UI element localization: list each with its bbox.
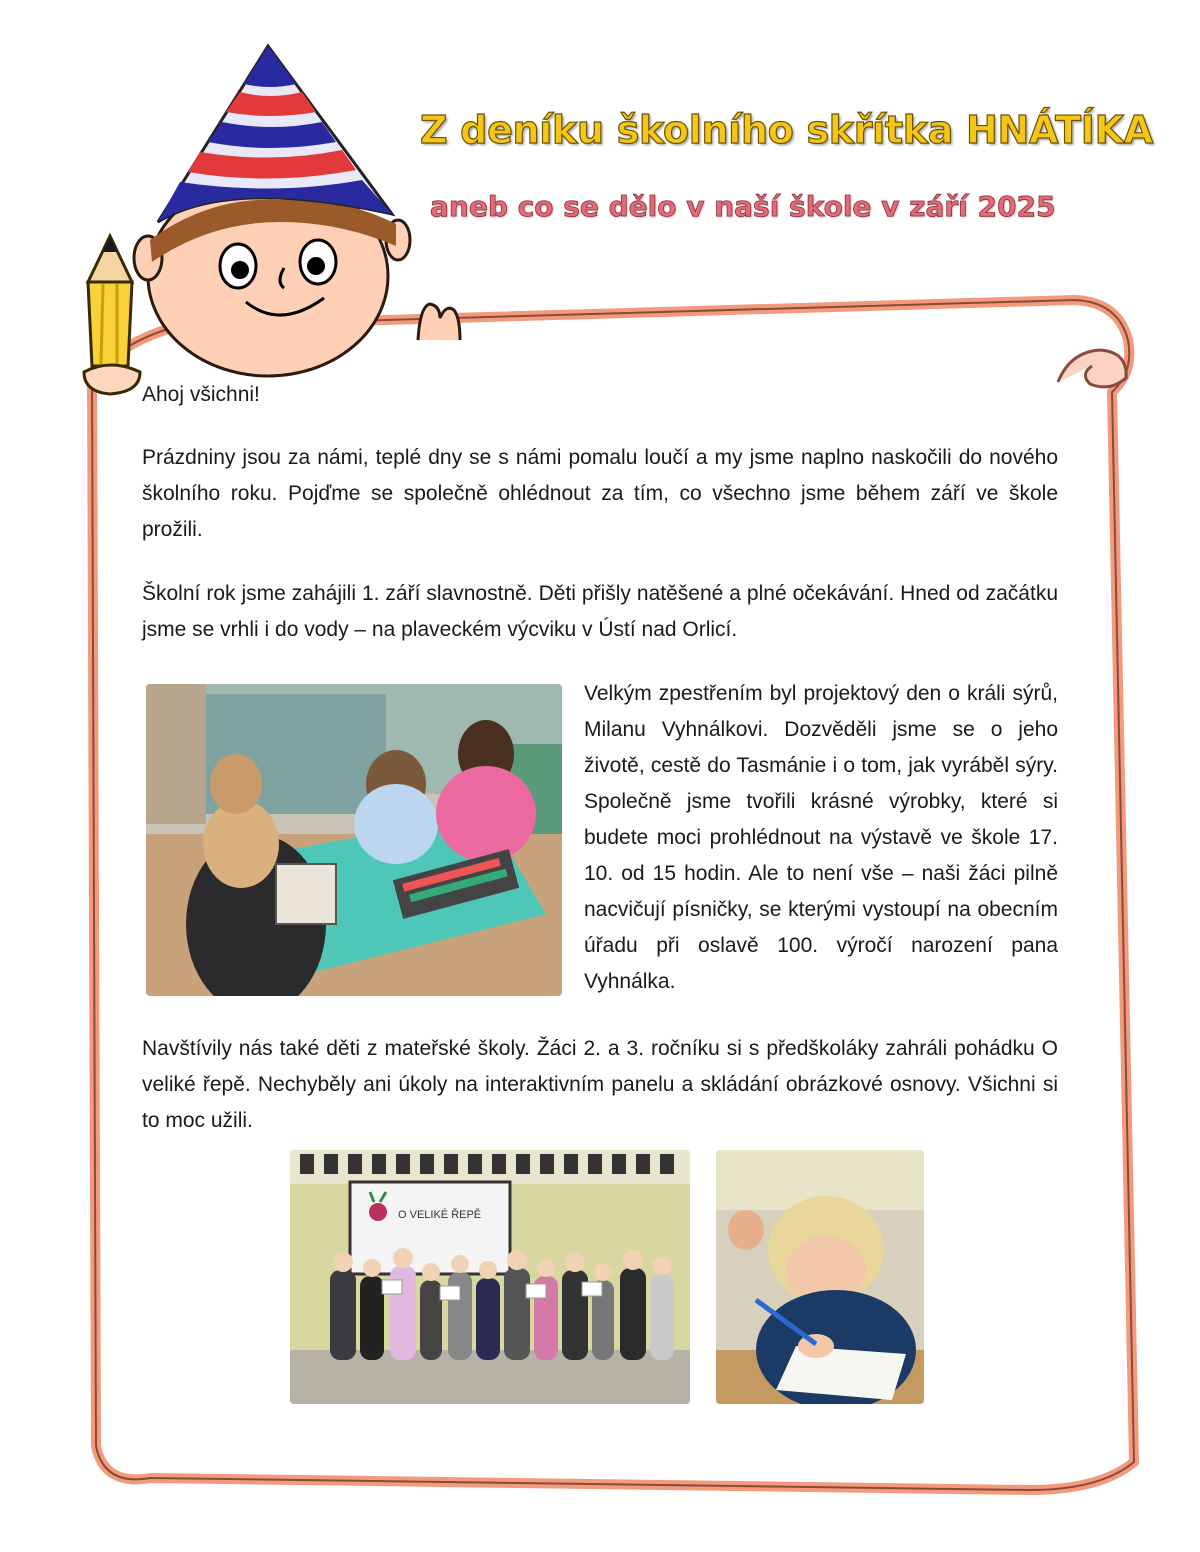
paragraph-kindergarten-visit: Navštívily nás také děti z mateřské školy. Žáci 2. a 3. ročníku si s předškoláky zahráli pohádku O veliké řepě. Nechyběly ani úkoly na interaktivním panelu a skládání obrázkové osnovy. Všichni si to moc užili.	[142, 1037, 1058, 1132]
pencil-icon	[84, 236, 140, 394]
photo-child-drawing	[716, 1150, 924, 1404]
photo-craft-table	[146, 684, 562, 996]
page-subtitle: aneb co se dělo v naší škole v září 2025	[430, 190, 1056, 223]
greeting: Ahoj všichni!	[142, 383, 260, 406]
screen-title: O VELIKÉ ŘEPĚ	[398, 1209, 482, 1221]
paragraph-school-start: Školní rok jsme zahájili 1. září slavnostně. Děti přišly natěšené a plné očekávání. Hned od začátku jsme se vrhli i do vody – na plaveckém výcviku v Ústí nad Orlicí.	[142, 582, 1058, 641]
photo-turnip-play	[290, 1150, 690, 1404]
paragraph-project-day: Velkým zpestřením byl projektový den o králi sýrů, Milanu Vyhnálkovi. Dozvěděli jsme se o jeho životě, cestě do Tasmánie i o tom, jak vyráběl sýry. Společně jsme tvořili krásné výrobky, které si budete moci prohlédnout na výstavě ve škole 17. 10. od 15 hodin. Ale to není vše – naši žáci pilně nacvičují písničky, se kterými vystoupí na obecním úřadu při oslavě 100. výročí narození pana Vyhnálka.	[584, 682, 1058, 993]
paragraph-intro: Prázdniny jsou za námi, teplé dny se s námi pomalu loučí a my jsme naplno naskočili do nového školního roku. Pojďme se společně ohlédnout za tím, co všechno jsme během září ve škole prožili.	[142, 446, 1058, 541]
page-title: Z deníku školního skřítka HNÁTÍKA	[420, 108, 1153, 152]
